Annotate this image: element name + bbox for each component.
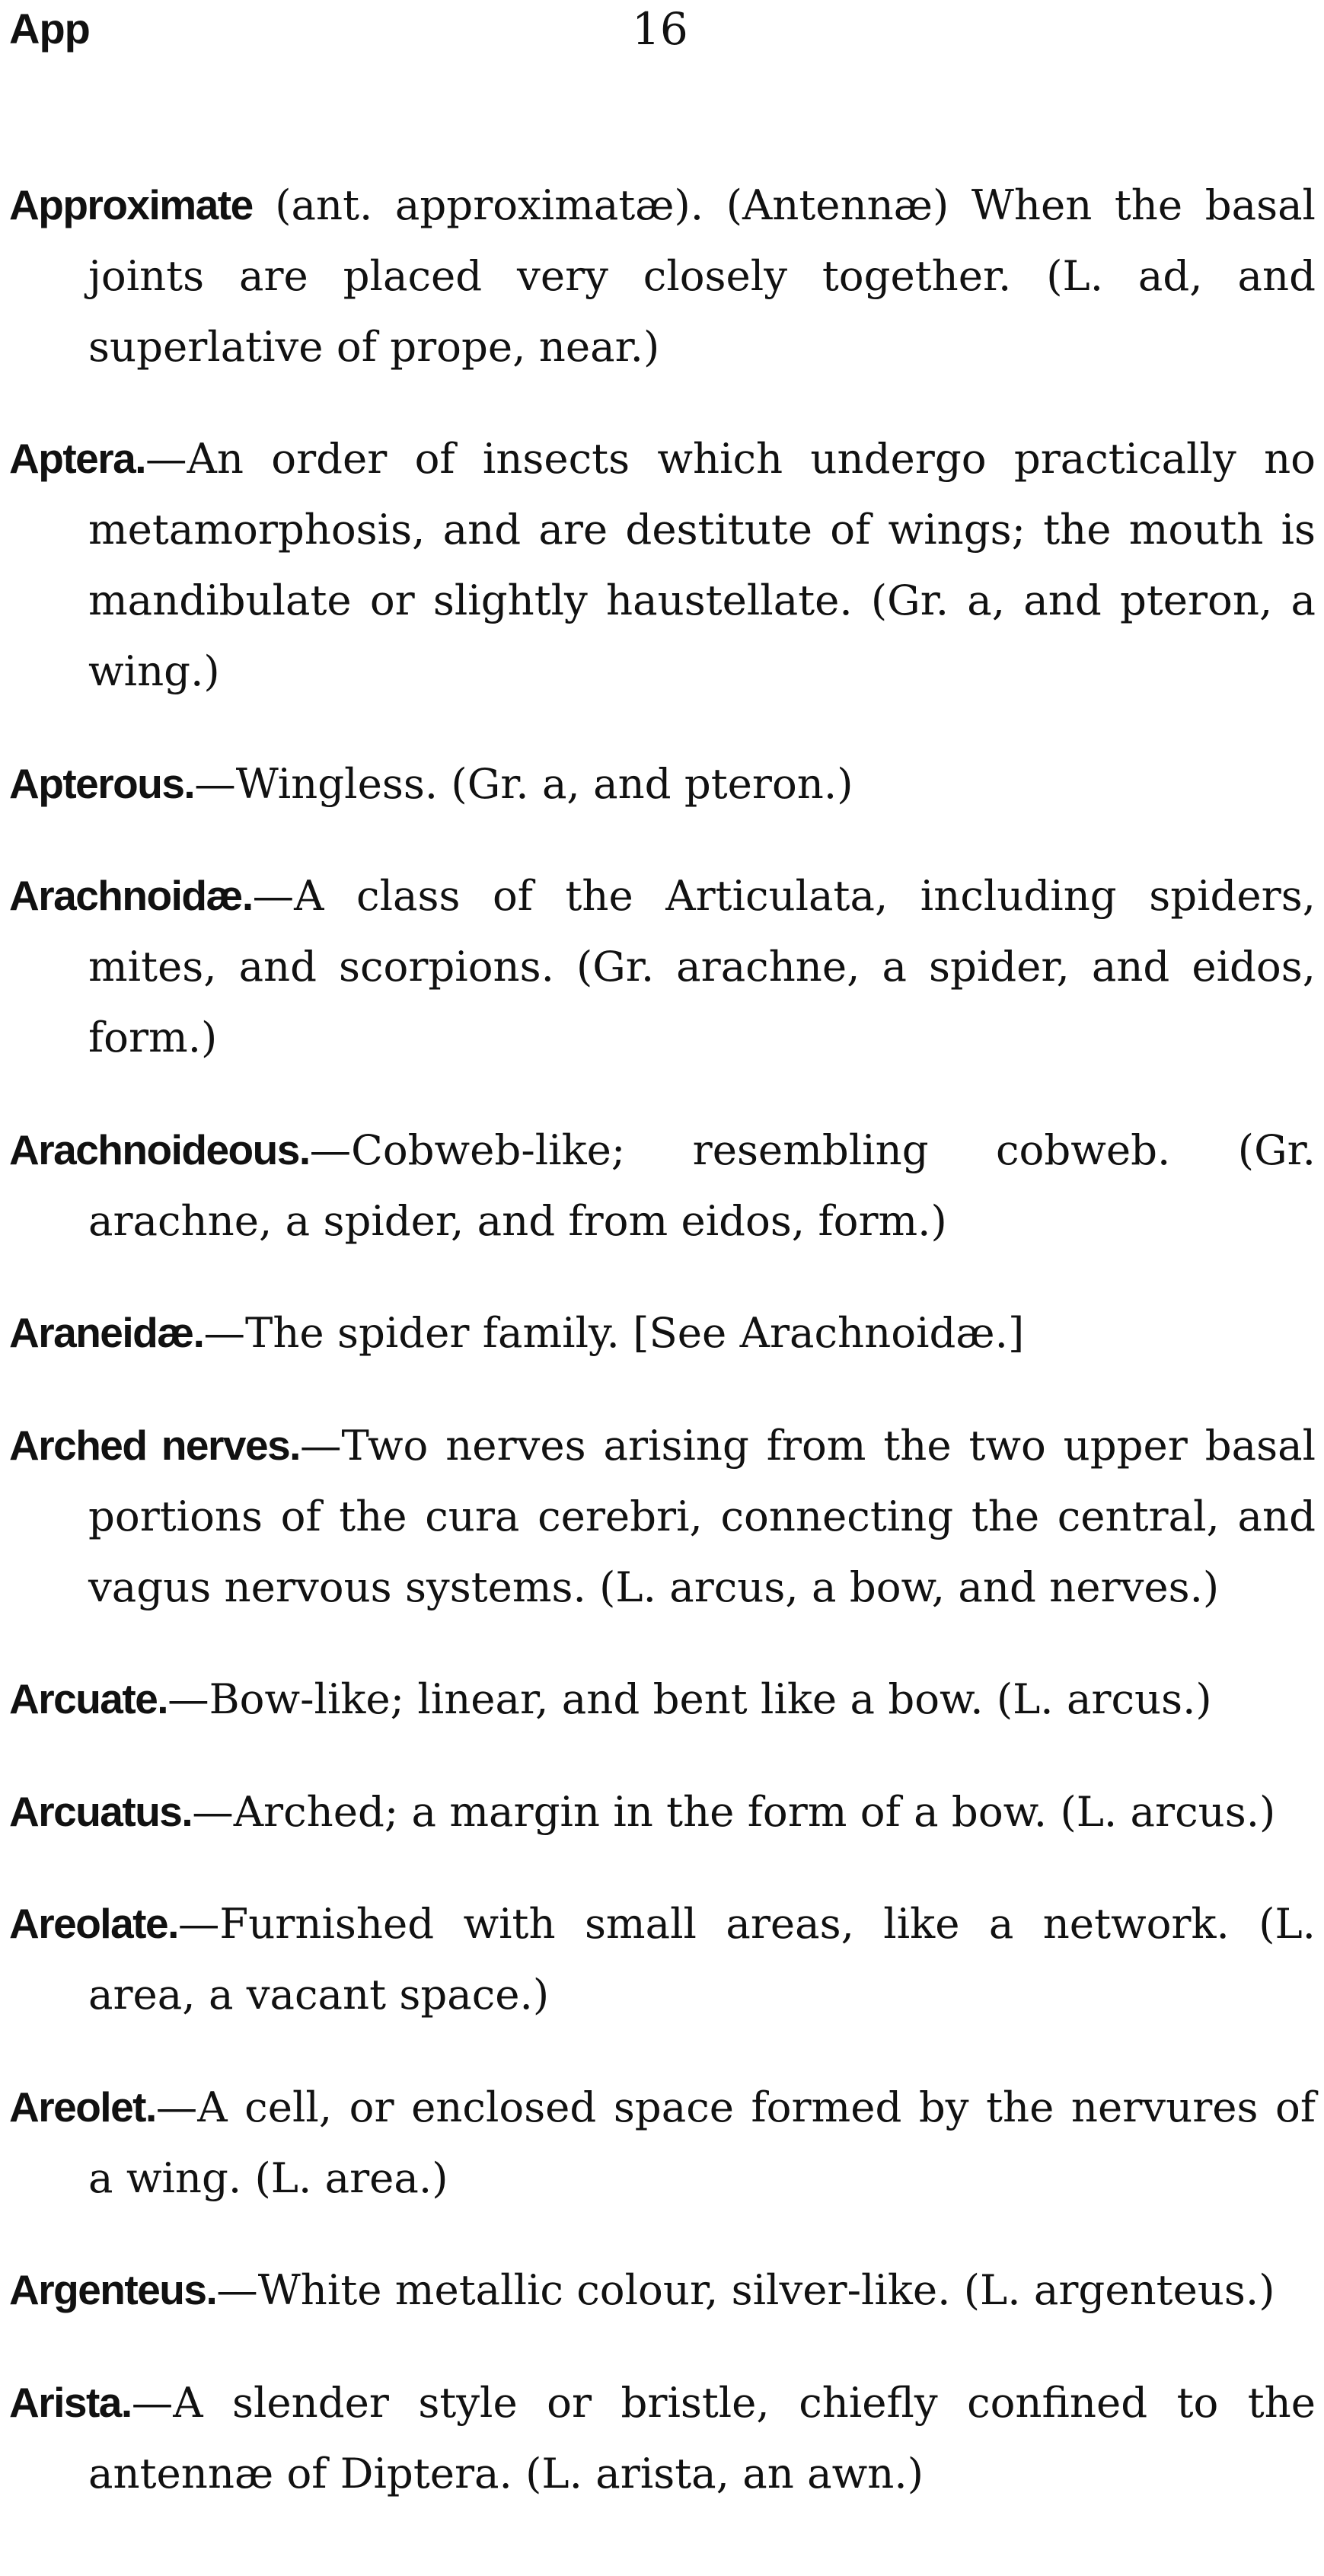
entry-term: Arcuate. xyxy=(9,1675,168,1722)
glossary-entry-arachnoideous xyxy=(9,1115,1316,1256)
entry-definition: (ant. approximatæ). (Antennæ) When the basal joints are placed very closely together. (L. ad, and superlative of prope, near.) xyxy=(88,180,1316,371)
glossary-entry-aptera xyxy=(9,423,1316,707)
entry-definition: —Bow-like; linear, and bent like a bow. (L. arcus.) xyxy=(167,1674,1212,1723)
glossary-entry-areolet xyxy=(9,2072,1316,2214)
entry-definition: —Cobweb-like; resembling cobweb. (Gr. arachne, a spider, and from eidos, form.) xyxy=(88,1125,1316,1245)
page-number: 16 xyxy=(632,3,688,55)
glossary-entry-argenteus xyxy=(9,2255,1316,2325)
entry-definition: —White metallic colour, silver-like. (L. argenteus.) xyxy=(216,2265,1275,2314)
entry-term: Arcuatus. xyxy=(9,1787,193,1835)
entry-term: Apterous. xyxy=(9,759,195,807)
glossary-entry-arista xyxy=(9,2367,1316,2509)
page-header xyxy=(0,0,1324,76)
glossary-entry-arcuatus xyxy=(9,1776,1316,1847)
entry-definition: —The spider family. [See Arachnoidæ.] xyxy=(203,1308,1025,1357)
entry-term: Arched nerves. xyxy=(9,1421,300,1469)
glossary-entry-approximate xyxy=(9,170,1316,382)
entry-definition: —Wingless. (Gr. a, and pteron.) xyxy=(194,758,853,808)
glossary-entry-araneidae xyxy=(9,1298,1316,1368)
running-head-word: App xyxy=(9,5,90,53)
entry-term: Arachnoidæ. xyxy=(9,872,253,919)
entry-term: Aptera. xyxy=(9,435,145,482)
glossary-entry-arachnoidae xyxy=(9,860,1316,1073)
entry-definition: —An order of insects which undergo practically no metamorphosis, and are destitute of wings; the mouth is mandibulate or slightly haustellate. (Gr. a, and pteron, a wing.) xyxy=(88,434,1316,695)
entry-definition: —A cell, or enclosed space formed by the nervures of a wing. (L. area.) xyxy=(88,2082,1316,2202)
entry-term: Arista. xyxy=(9,2378,132,2426)
entry-term: Areolate. xyxy=(9,1900,178,1947)
entry-definition: —A slender style or bristle, chiefly confined to the antennæ of Diptera. (L. arista, an awn.) xyxy=(88,2377,1316,2498)
glossary-entry-areolate xyxy=(9,1888,1316,2030)
entry-term: Argenteus. xyxy=(9,2266,217,2313)
entry-definition: —Arched; a margin in the form of a bow. (L. arcus.) xyxy=(192,1786,1276,1836)
glossary-entry-arched-nerves xyxy=(9,1410,1316,1623)
entry-definition: —A class of the Articulata, including spiders, mites, and scorpions. (Gr. arachne, a spider, and eidos, form.) xyxy=(88,871,1316,1061)
glossary-entry-arcuate xyxy=(9,1664,1316,1735)
entry-term: Araneidæ. xyxy=(9,1309,204,1356)
glossary-entry-apterous xyxy=(9,749,1316,819)
entry-term: Approximate xyxy=(9,180,253,228)
entry-definition: —Furnished with small areas, like a network. (L. area, a vacant space.) xyxy=(88,1899,1316,2019)
glossary-entries xyxy=(9,128,1316,2534)
entry-term: Areolet. xyxy=(9,2083,156,2131)
entry-definition: —Two nerves arising from the two upper basal portions of the cura cerebri, connecting the central, and vagus nervous systems. (L. arcus, a bow, and nerves.) xyxy=(88,1420,1316,1611)
entry-term: Arachnoideous. xyxy=(9,1125,310,1173)
